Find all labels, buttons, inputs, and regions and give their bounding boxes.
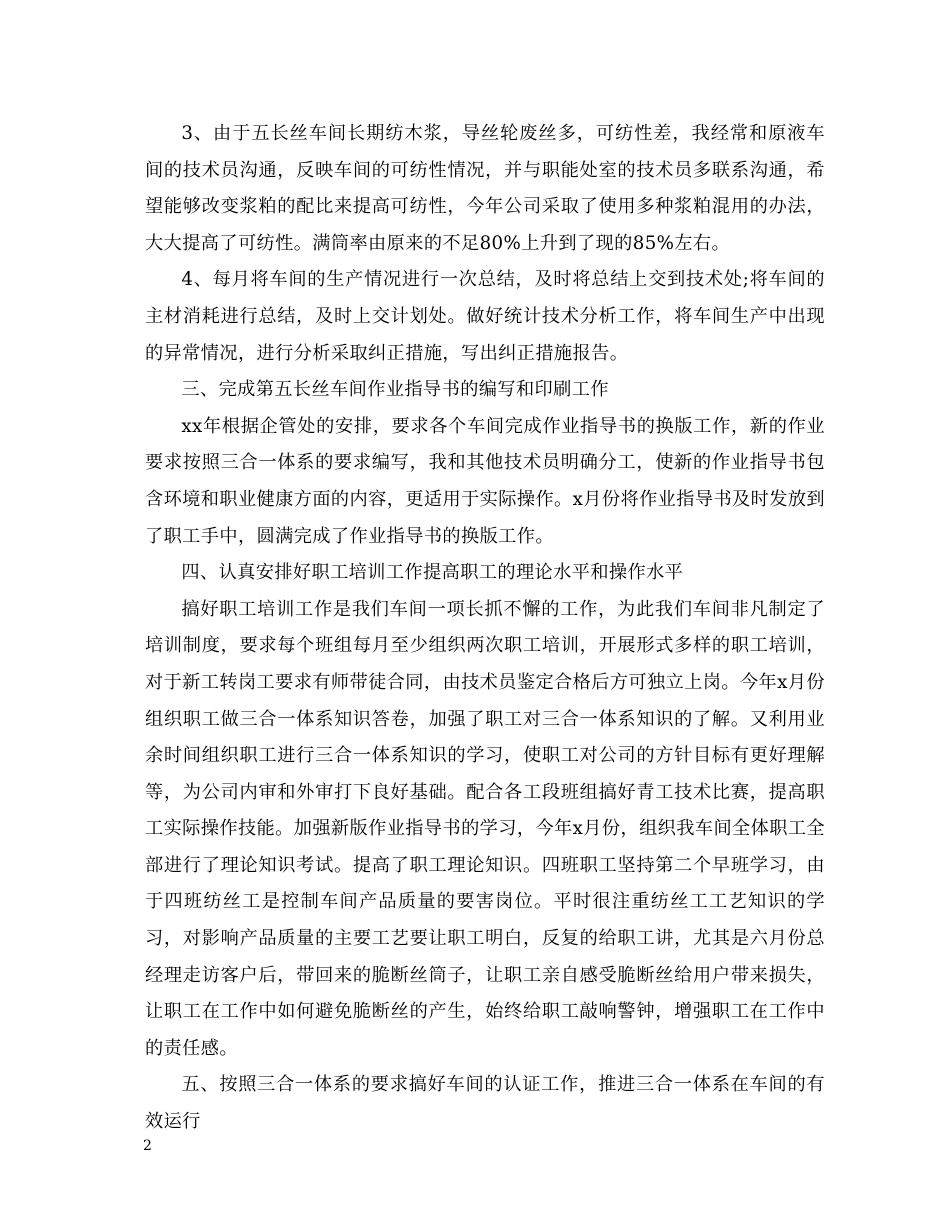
section-heading-4: 四、认真安排好职工培训工作提高职工的理论水平和操作水平 bbox=[181, 562, 684, 584]
section-heading-5: 五、按照三合一体系的要求搞好车间的认证工作，推进三合一体系在车间的有效运行 bbox=[145, 1074, 825, 1133]
paragraph-item-3: 3、由于五长丝车间长期纺木浆，导丝轮废丝多，可纺性差，我经常和原液车间的技术员沟通，反映车间的可纺性情况，并与职能处室的技术员多联系沟通，希望能够改变浆粕的配比来提高可纺性，今年公司采取了使用多种浆粕混用的办法，大大提高了可纺性。满筒率由原来的不足80%上升到了现的85%左右。 bbox=[145, 123, 825, 254]
page-number: 2 bbox=[143, 1138, 152, 1154]
section-heading-3: 三、完成第五长丝车间作业指导书的编写和印刷工作 bbox=[181, 379, 609, 401]
paragraph-item-4: 4、每月将车间的生产情况进行一次总结，及时将总结上交到技术处;将车间的主材消耗进行总结，及时上交计划处。做好统计技术分析工作，将车间生产中出现的异常情况，进行分析采取纠正措施，写出纠正措施报告。 bbox=[145, 269, 825, 364]
paragraph-work-instruction: xx年根据企管处的安排，要求各个车间完成作业指导书的换版工作，新的作业要求按照三合一体系的要求编写，我和其他技术员明确分工，使新的作业指导书包含环境和职业健康方面的内容，更适用于实际操作。x月份将作业指导书及时发放到了职工手中，圆满完成了作业指导书的换版工作。 bbox=[145, 415, 825, 547]
paragraph-training: 搞好职工培训工作是我们车间一项长抓不懈的工作，为此我们车间非凡制定了培训制度，要求每个班组每月至少组织两次职工培训，开展形式多样的职工培训，对于新工转岗工要求有师带徒合同，由技术员鉴定合格后方可独立上岗。今年x月份组织职工做三合一体系知识答卷，加强了职工对三合一体系知识的了解。又利用业余时间组织职工进行三合一体系知识的学习，使职工对公司的方针目标有更好理解等，为公司内审和外审打下良好基础。配合各工段班组搞好青工技术比赛，提高职工实际操作技能。加强新版作业指导书的学习，今年x月份，组织我车间全体职工全部进行了理论知识考试。提高了职工理论知识。四班职工坚持第二个早班学习，由于四班纺丝工是控制车间产品质量的要害岗位。平时很注重纺丝工工艺知识的学习，对影响产品质量的主要工艺要让职工明白，反复的给职工讲，尤其是六月份总经理走访客户后，带回来的脆断丝筒子，让职工亲自感受脆断丝给用户带来损失，让职工在工作中如何避免脆断丝的产生，始终给职工敲响警钟，增强职工在工作中的责任感。 bbox=[145, 598, 825, 1059]
document-body bbox=[145, 116, 825, 1141]
